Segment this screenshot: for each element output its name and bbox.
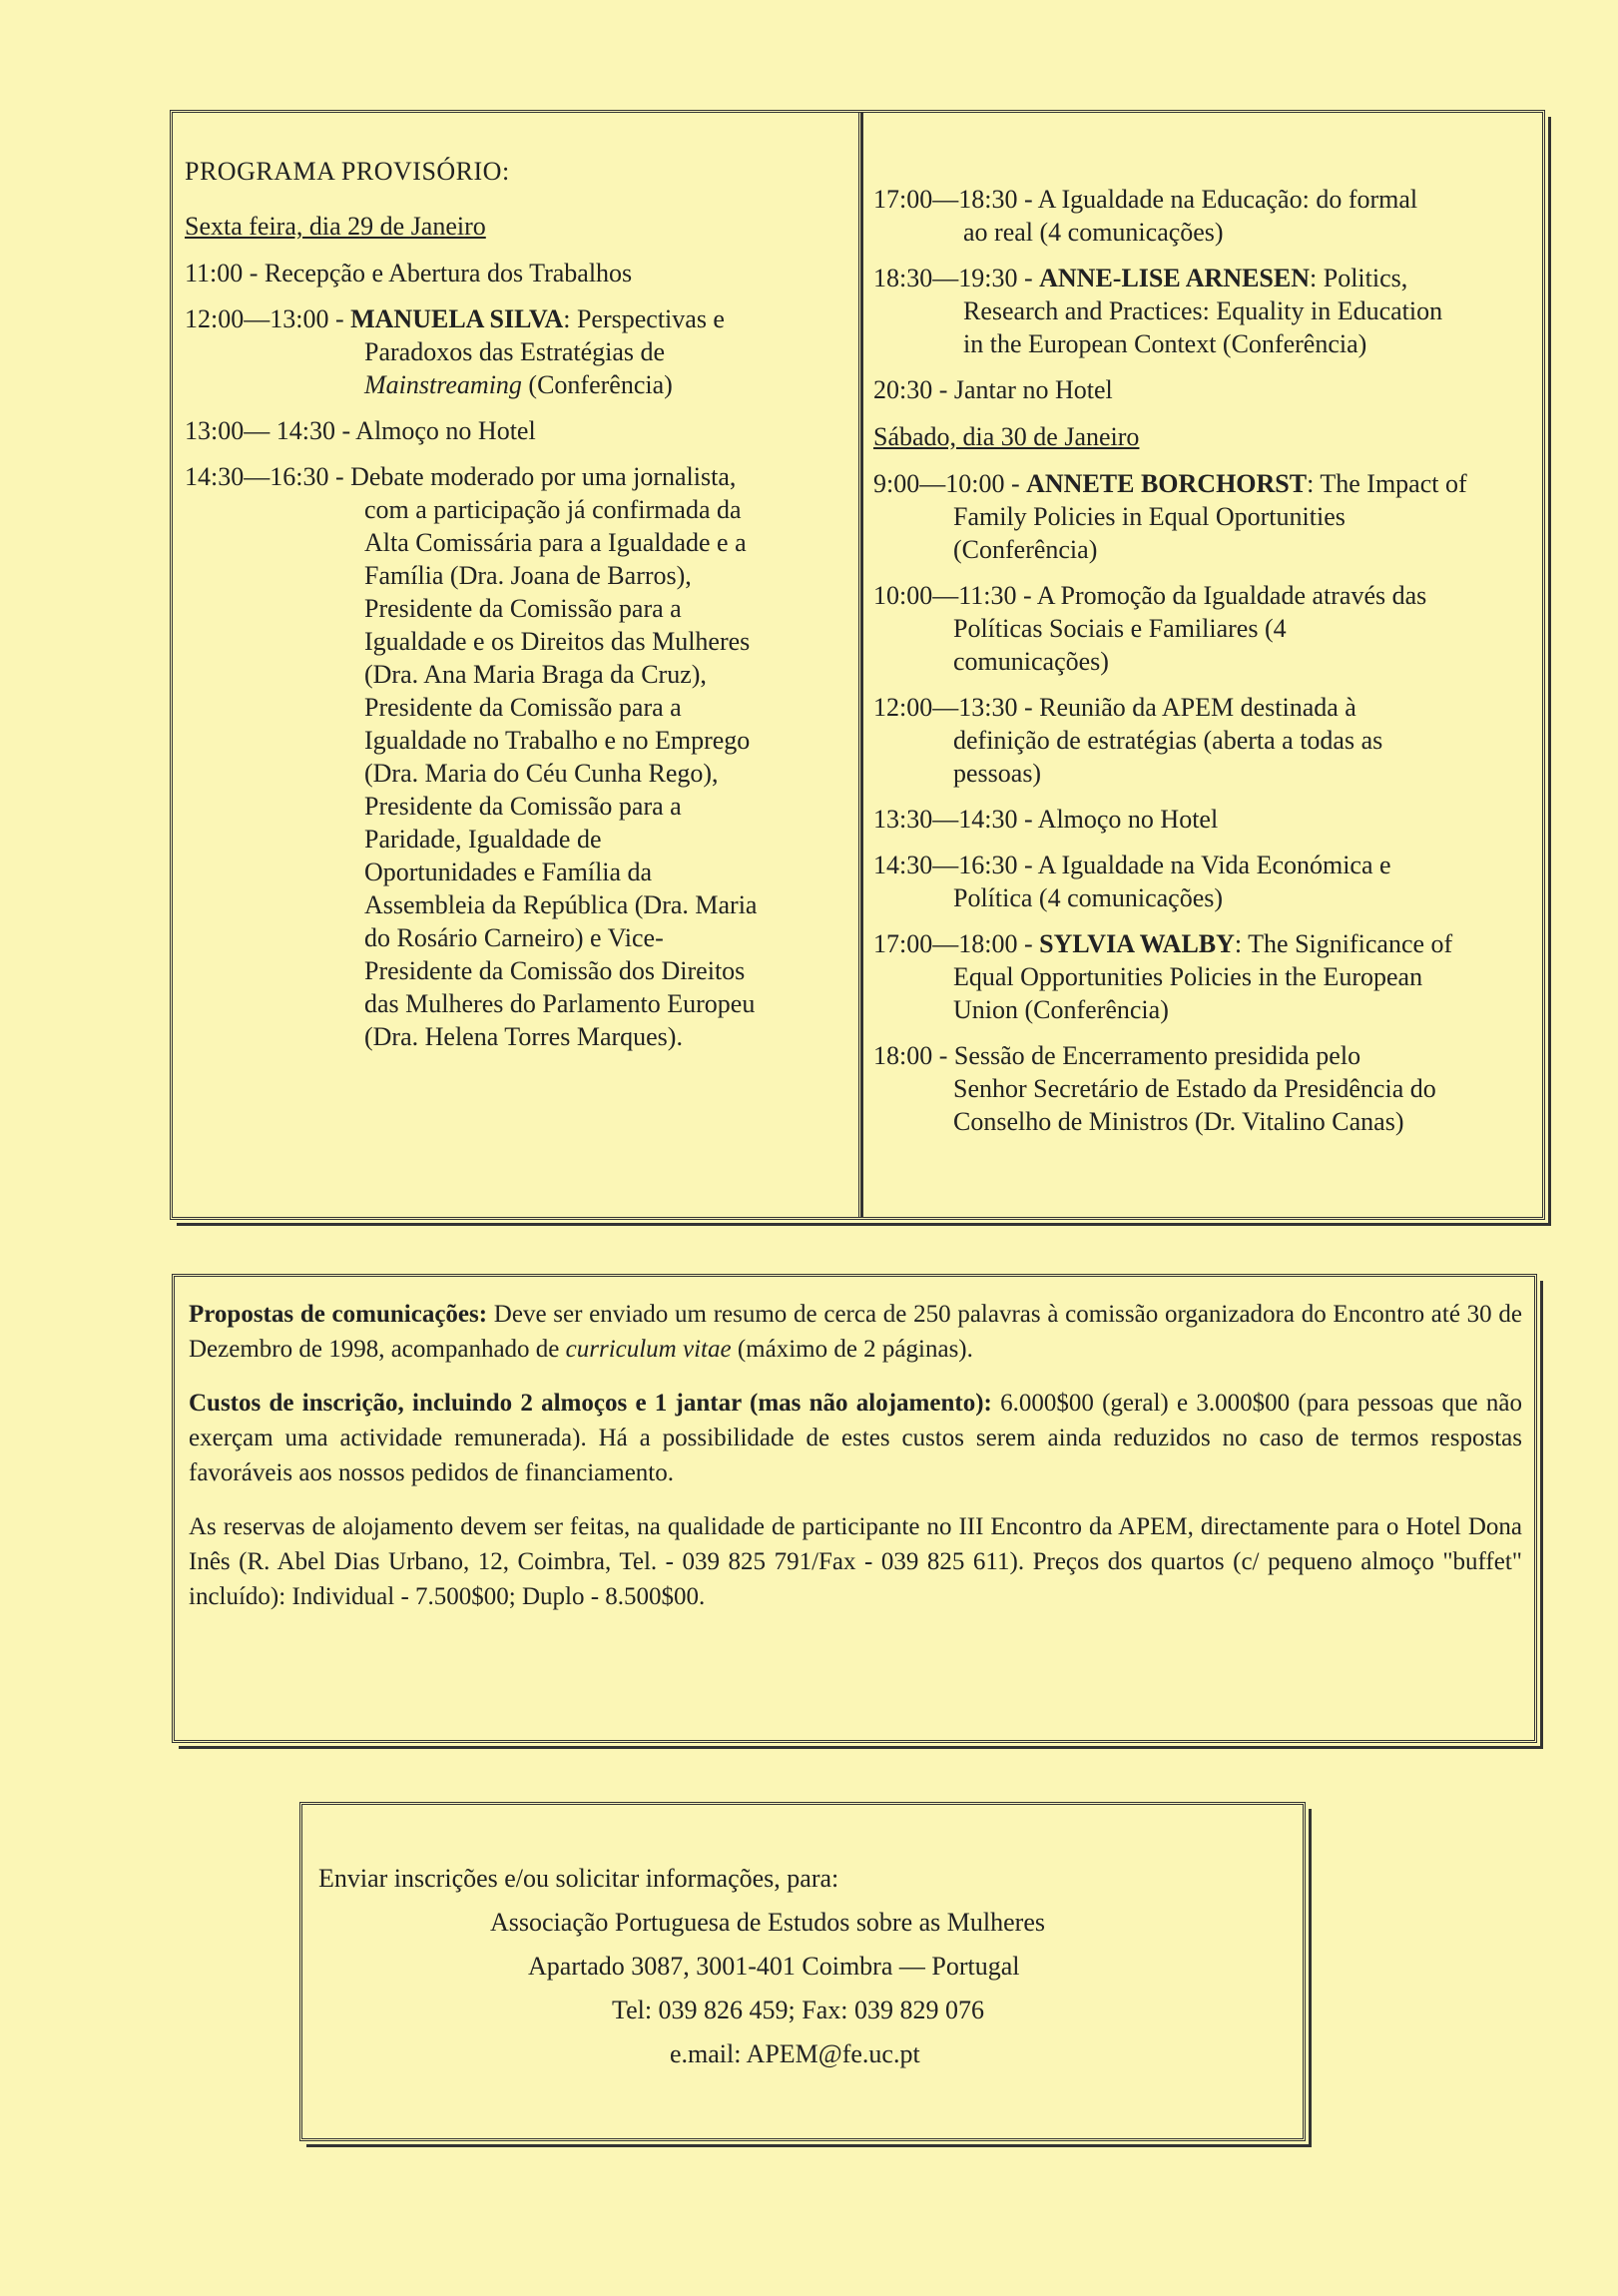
- entry-continuation: Paradoxos das Estratégias de: [364, 337, 666, 366]
- friday-schedule: [185, 257, 848, 1053]
- entry-continuation: Assembleia da República (Dra. Maria: [364, 890, 758, 919]
- entry-time: 12:00—13:00 -: [185, 304, 351, 333]
- entry-continuation: comunicações): [953, 647, 1109, 676]
- schedule-entry: [873, 849, 1532, 914]
- entry-continuation: do Rosário Carneiro) e Vice-: [364, 923, 664, 952]
- schedule-entry: [185, 257, 848, 289]
- info-box: [172, 1274, 1537, 1743]
- entry-continuation: Alta Comissária para a Igualdade e a: [364, 528, 747, 557]
- speaker-name: ANNETE BORCHORST: [1026, 469, 1308, 498]
- entry-continuation: (Conferência): [953, 535, 1098, 564]
- entry-continuation: Presidente da Comissão para a: [364, 693, 682, 722]
- proposals-text: Deve ser enviado um resumo de cerca de 250 palavras à comissão organizadora do Encontro até 30 de Dezembro de 1998, acompanhado de: [189, 1301, 1522, 1363]
- schedule-entry: [873, 927, 1532, 1026]
- schedule-entry: [873, 373, 1532, 406]
- entry-continuation: Senhor Secretário de Estado da Presidência do: [953, 1074, 1436, 1103]
- entry-continuation: com a participação já confirmada da: [364, 495, 742, 524]
- contact-email: e.mail: APEM@fe.uc.pt: [670, 2039, 920, 2068]
- entry-continuation: (Dra. Ana Maria Braga da Cruz),: [364, 660, 707, 689]
- program-box: [170, 110, 1545, 1220]
- entry-continuation: Union (Conferência): [953, 995, 1169, 1024]
- entry-time: 17:00—18:00 -: [873, 929, 1040, 958]
- entry-first-line: 14:30—16:30 - A Igualdade na Vida Económica e: [873, 851, 1391, 879]
- entry-continuation: Presidente da Comissão para a: [364, 594, 682, 623]
- entry-continuation: Igualdade no Trabalho e no Emprego: [364, 726, 751, 755]
- entry-first-line: 11:00 - Recepção e Abertura dos Trabalhos: [185, 259, 633, 287]
- lodging-paragraph: As reservas de alojamento devem ser feitas, na qualidade de participante no III Encontro da APEM, directamente para o Hotel Dona Inês (R. Abel Dias Urbano, 12, Coimbra, Tel. - 039 825 791/Fax - 039 825 611). Preços dos quartos (c/ pequeno almoço "buffet" incluído): Individual - 7.500$00; Duplo - 8.500$00.: [189, 1513, 1522, 1610]
- entry-continuation: Research and Practices: Equality in Education: [963, 296, 1443, 325]
- schedule-entry: [185, 302, 848, 401]
- program-left-column: [173, 113, 861, 1217]
- friday-evening-schedule: [873, 183, 1532, 406]
- costs-text: 6.000$00 (geral) e 3.000$00 (para pessoas que não exerçam uma actividade remunerada). Há a possibilidade de estes custos serem ainda reduzidos no caso de termos respostas favoráveis aos nossos pedidos de financiamento.: [189, 1390, 1522, 1486]
- italic-term: Mainstreaming: [364, 370, 522, 399]
- entry-continuation: Presidente da Comissão dos Direitos: [364, 956, 746, 985]
- contact-organization: Associação Portuguesa de Estudos sobre as Mulheres: [490, 1908, 1045, 1937]
- entry-first-line: 18:00 - Sessão de Encerramento presidida pelo: [873, 1041, 1361, 1070]
- entry-first-line: [185, 302, 848, 335]
- entry-continuation: (Dra. Maria do Céu Cunha Rego),: [364, 759, 719, 788]
- entry-continuation: Família (Dra. Joana de Barros),: [364, 561, 692, 590]
- entry-continuation: pessoas): [953, 759, 1042, 788]
- entry-first-line: 14:30—16:30 - Debate moderado por uma jornalista,: [185, 462, 737, 491]
- program-heading: PROGRAMA PROVISÓRIO:: [185, 157, 510, 186]
- entry-continuation: Presidente da Comissão para a: [364, 792, 682, 821]
- entry-continuation: ao real (4 comunicações): [963, 218, 1224, 247]
- schedule-entry: [873, 1039, 1532, 1138]
- entry-continuation: in the European Context (Conferência): [963, 329, 1367, 358]
- schedule-entry: [873, 262, 1532, 360]
- entry-continuation: Oportunidades e Família da: [364, 858, 653, 886]
- entry-time: 9:00—10:00 -: [873, 469, 1027, 498]
- schedule-entry: [873, 579, 1532, 678]
- contact-address: Apartado 3087, 3001-401 Coimbra — Portugal: [528, 1952, 1020, 1981]
- entry-continuation: [185, 368, 848, 401]
- entry-title: : The Impact of: [1307, 469, 1467, 498]
- entry-first-line: 13:30—14:30 - Almoço no Hotel: [873, 805, 1219, 834]
- costs-label: Custos de inscrição, incluindo 2 almoços e 1 jantar (mas não alojamento):: [189, 1390, 992, 1417]
- entry-continuation: Políticas Sociais e Familiares (4: [953, 614, 1287, 643]
- entry-continuation: Igualdade e os Direitos das Mulheres: [364, 627, 751, 656]
- entry-first-line: 20:30 - Jantar no Hotel: [873, 375, 1113, 404]
- entry-time: 18:30—19:30 -: [873, 264, 1040, 292]
- entry-first-line: 17:00—18:30 - A Igualdade na Educação: do formal: [873, 185, 1418, 214]
- entry-continuation: Equal Opportunities Policies in the European: [953, 962, 1423, 991]
- entry-first-line: [873, 927, 1532, 960]
- entry-first-line: 13:00— 14:30 - Almoço no Hotel: [185, 416, 536, 445]
- proposals-end: (máximo de 2 páginas).: [731, 1336, 973, 1363]
- program-right-column: [861, 113, 1542, 1217]
- schedule-entry: [873, 183, 1532, 249]
- entry-continuation: Conselho de Ministros (Dr. Vitalino Canas): [953, 1107, 1404, 1136]
- schedule-entry: [873, 691, 1532, 790]
- schedule-entry: [185, 414, 848, 447]
- costs-paragraph: [189, 1386, 1522, 1490]
- speaker-name: SYLVIA WALBY: [1039, 929, 1235, 958]
- entry-first-line: 12:00—13:30 - Reunião da APEM destinada à: [873, 693, 1356, 722]
- contact-phone: Tel: 039 826 459; Fax: 039 829 076: [612, 1996, 985, 2024]
- schedule-entry: [185, 460, 848, 1053]
- entry-continuation: (Dra. Helena Torres Marques).: [364, 1022, 683, 1051]
- proposals-label: Propostas de comunicações:: [189, 1301, 488, 1328]
- speaker-name: MANUELA SILVA: [350, 304, 564, 333]
- contact-box: [299, 1802, 1306, 2141]
- day-heading-saturday: Sábado, dia 30 de Janeiro: [873, 422, 1140, 451]
- entry-title: : Perspectivas e: [563, 304, 725, 333]
- entry-title: : Politics,: [1310, 264, 1408, 292]
- entry-continuation: definição de estratégias (aberta a todas as: [953, 726, 1383, 755]
- speaker-name: ANNE-LISE ARNESEN: [1039, 264, 1311, 292]
- entry-continuation: Política (4 comunicações): [953, 883, 1224, 912]
- entry-title: : The Significance of: [1234, 929, 1453, 958]
- entry-first-line: [873, 262, 1532, 294]
- schedule-entry: [873, 467, 1532, 566]
- day-heading-friday: Sexta feira, dia 29 de Janeiro: [185, 212, 486, 241]
- contact-intro: Enviar inscrições e/ou solicitar informações, para:: [318, 1864, 839, 1893]
- entry-continuation: das Mulheres do Parlamento Europeu: [364, 989, 756, 1018]
- entry-first-line: 10:00—11:30 - A Promoção da Igualdade através das: [873, 581, 1427, 610]
- proposals-paragraph: [189, 1297, 1522, 1367]
- entry-type: (Conferência): [521, 370, 673, 399]
- saturday-schedule: [873, 467, 1532, 1138]
- curriculum-vitae: curriculum vitae: [565, 1336, 732, 1363]
- entry-first-line: [873, 467, 1532, 500]
- entry-continuation: Paridade, Igualdade de: [364, 825, 602, 854]
- schedule-entry: [873, 803, 1532, 836]
- entry-continuation: Family Policies in Equal Oportunities: [953, 502, 1346, 531]
